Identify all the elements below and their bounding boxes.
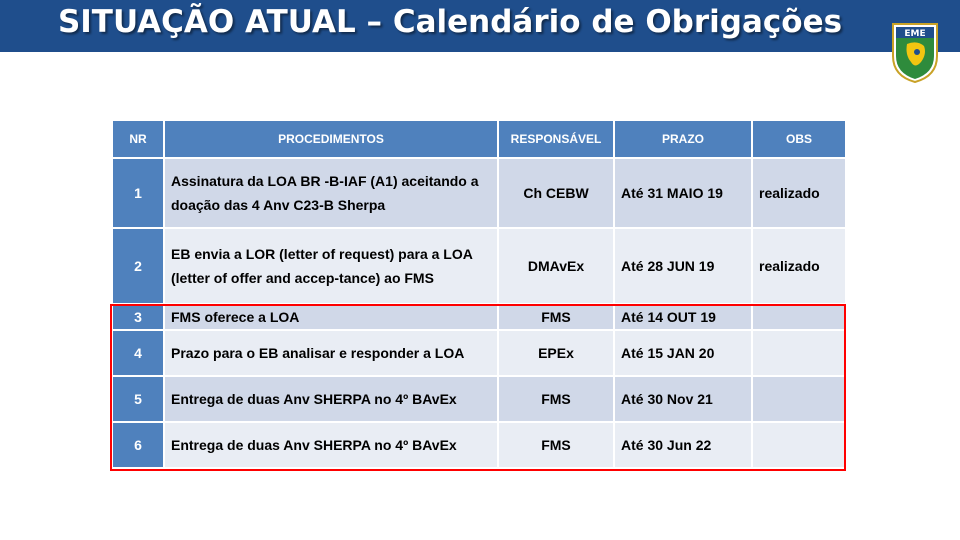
cell-responsavel: EPEx [498, 330, 614, 376]
cell-procedimento: Entrega de duas Anv SHERPA no 4º BAvEx [164, 376, 498, 422]
cell-nr: 1 [112, 158, 164, 228]
cell-responsavel: Ch CEBW [498, 158, 614, 228]
eme-shield-icon [891, 22, 939, 84]
table-row [112, 422, 846, 468]
cell-prazo: Até 28 JUN 19 [614, 228, 752, 304]
cell-procedimento: EB envia a LOR (letter of request) para a LOA (letter of offer and accep-tance) ao FMS [164, 228, 498, 304]
cell-obs: realizado [752, 228, 846, 304]
cell-obs [752, 376, 846, 422]
cell-nr: 4 [112, 330, 164, 376]
cell-prazo: Até 30 Jun 22 [614, 422, 752, 468]
cell-procedimento: Prazo para o EB analisar e responder a LOA [164, 330, 498, 376]
cell-procedimento: Entrega de duas Anv SHERPA no 4º BAvEx [164, 422, 498, 468]
obligations-table [111, 119, 847, 469]
header-obs: OBS [752, 120, 846, 158]
header-nr: NR [112, 120, 164, 158]
table-row [112, 330, 846, 376]
table-row [112, 304, 846, 330]
cell-procedimento: Assinatura da LOA BR -B-IAF (A1) aceitando a doação das 4 Anv C23-B Sherpa [164, 158, 498, 228]
cell-obs: realizado [752, 158, 846, 228]
cell-responsavel: FMS [498, 304, 614, 330]
cell-prazo: Até 30 Nov 21 [614, 376, 752, 422]
cell-obs [752, 304, 846, 330]
header-responsavel: RESPONSÁVEL [498, 120, 614, 158]
cell-prazo: Até 31 MAIO 19 [614, 158, 752, 228]
table-row [112, 376, 846, 422]
header-procedimentos: PROCEDIMENTOS [164, 120, 498, 158]
table-row [112, 228, 846, 304]
cell-nr: 2 [112, 228, 164, 304]
cell-prazo: Até 15 JAN 20 [614, 330, 752, 376]
cell-nr: 3 [112, 304, 164, 330]
emblem-text: EME [904, 29, 926, 39]
cell-prazo: Até 14 OUT 19 [614, 304, 752, 330]
header-prazo: PRAZO [614, 120, 752, 158]
cell-obs [752, 330, 846, 376]
cell-responsavel: DMAvEx [498, 228, 614, 304]
cell-responsavel: FMS [498, 376, 614, 422]
page-title: SITUAÇÃO ATUAL – Calendário de Obrigações [57, 4, 843, 40]
cell-responsavel: FMS [498, 422, 614, 468]
header-row [112, 120, 846, 158]
table-row [112, 158, 846, 228]
cell-nr: 5 [112, 376, 164, 422]
cell-obs [752, 422, 846, 468]
cell-nr: 6 [112, 422, 164, 468]
cell-procedimento: FMS oferece a LOA [164, 304, 498, 330]
